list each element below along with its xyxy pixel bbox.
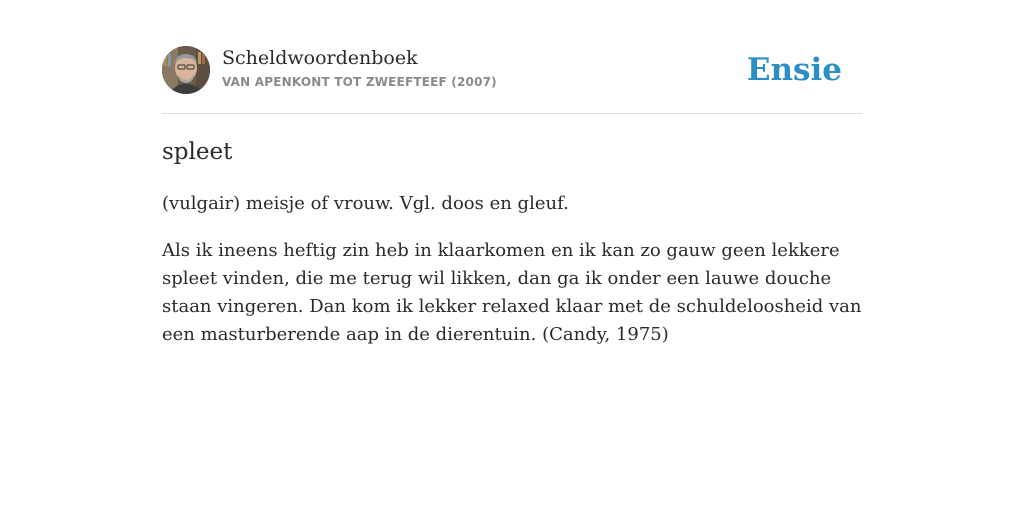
entry-term: spleet: [162, 139, 233, 165]
avatar[interactable]: [162, 46, 210, 94]
author-portrait-icon: [162, 46, 210, 94]
divider: [162, 113, 862, 114]
brand-logo[interactable]: Ensie: [746, 52, 842, 88]
source-subtitle: VAN APENKONT TOT ZWEEFTEEF (2007): [222, 75, 497, 89]
entry-definition: (vulgair) meisje of vrouw. Vgl. doos en gleuf.: [162, 193, 569, 214]
source-title[interactable]: Scheldwoordenboek: [222, 47, 418, 69]
source-header: [162, 46, 862, 96]
entry-example: Als ik ineens heftig zin heb in klaarkomen en ik kan zo gauw geen lekkere spleet vinden, die me terug wil likken, dan ga ik onder een lauwe douche staan vingeren. Dan kom ik lekker relaxed klaar met de schuldeloosheid van een masturberende aap in de dierentuin. (Candy, 1975): [162, 240, 862, 345]
